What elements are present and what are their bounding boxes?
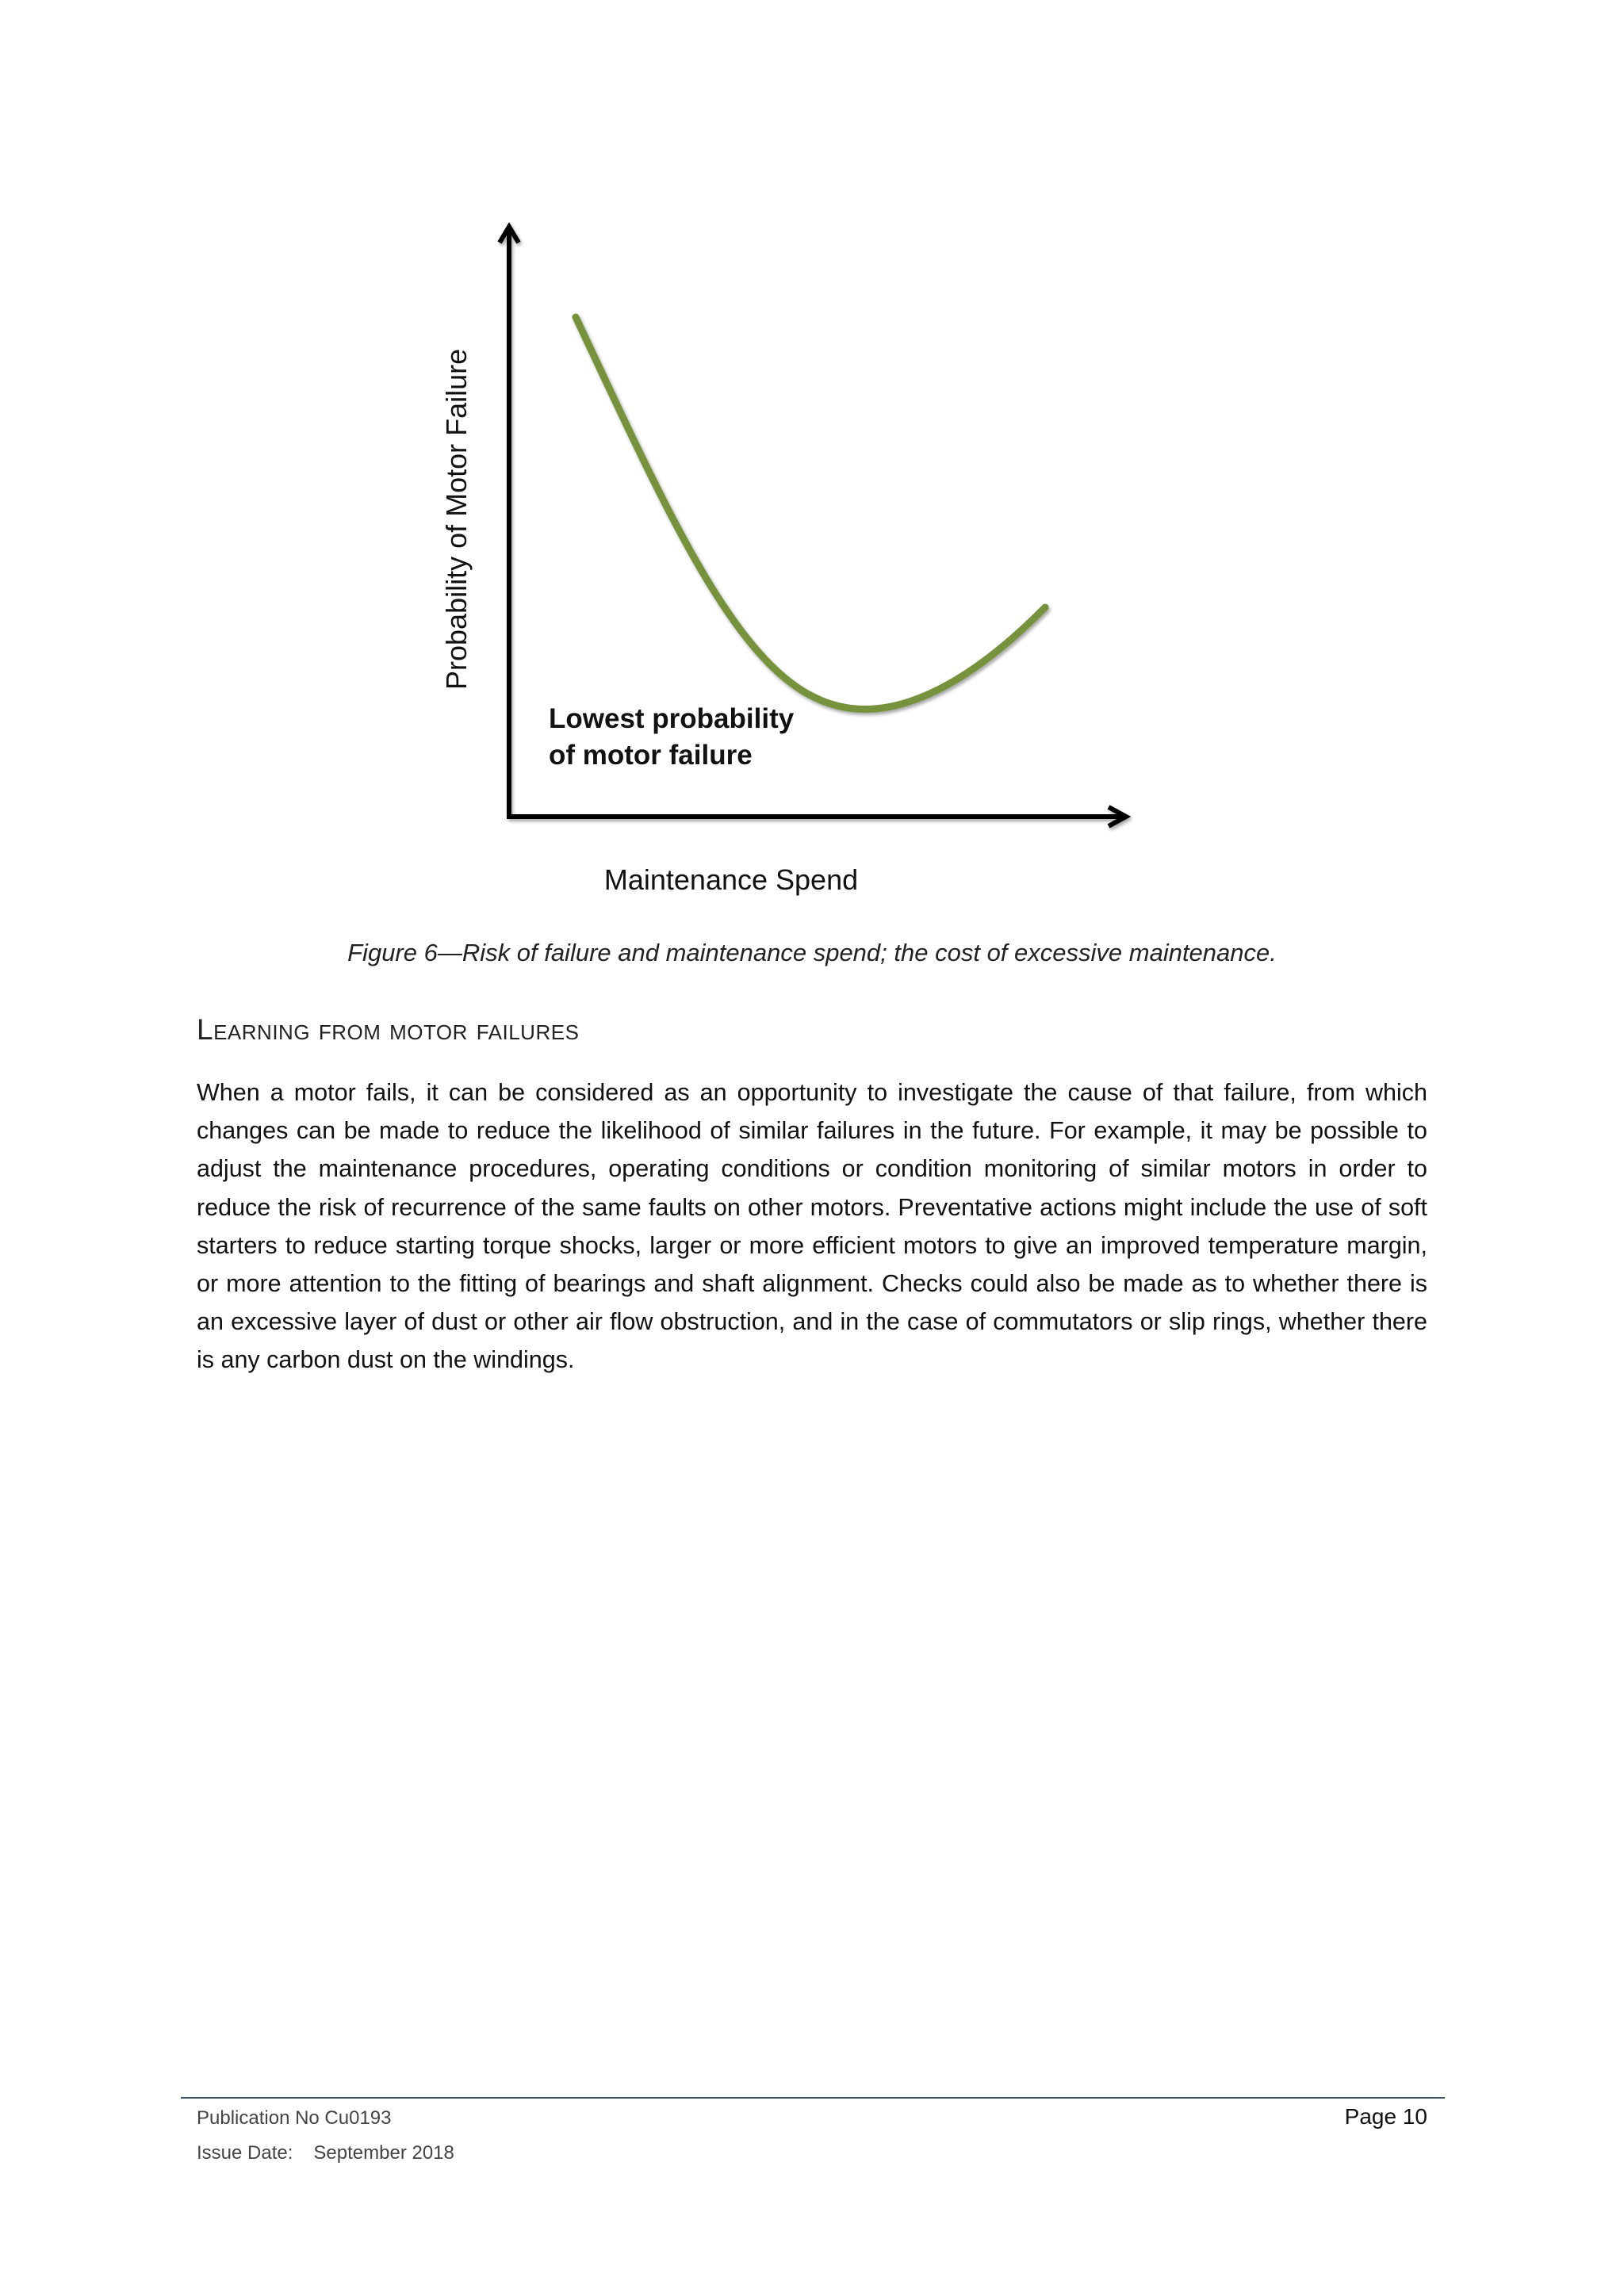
chart <box>0 0 1624 983</box>
annotation-line-1: Lowest probability <box>549 703 795 734</box>
figure-6 <box>0 0 1624 983</box>
footer-divider <box>181 2097 1445 2099</box>
failure-curve <box>576 317 1045 709</box>
page-number: Page 10 <box>1344 2104 1427 2129</box>
x-axis-label: Maintenance Spend <box>603 863 859 896</box>
issue-date-label: Issue Date: <box>197 2142 293 2164</box>
publication-number: Publication No Cu0193 <box>197 2107 392 2129</box>
body-paragraph: When a motor fails, it can be considered as an opportunity to investigate the cause of that failure, from which changes can be made to reduce the likelihood of similar failures in the future. For example, it may be possible to adjust the maintenance procedures, operating conditions or condition monitoring of similar motors in order to reduce the risk of recurrence of the same faults on other motors. Preventative actions might include the use of soft starters to reduce starting torque shocks, larger or more efficient motors to give an improved temperature margin, or more attention to the fitting of bearings and shaft alignment. Checks could also be made as to whether there is an excessive layer of dust or other air flow obstruction, and in the case of commutators or slip rings, whether there is any carbon dust on the windings. <box>197 1079 1427 1374</box>
annotation-line-2: of motor failure <box>549 740 753 771</box>
y-axis-label: Probability of Motor Failure <box>440 348 473 690</box>
section-heading: Learning from motor failures <box>197 1013 580 1046</box>
issue-date-value: September 2018 <box>313 2142 454 2164</box>
figure-caption: Figure 6—Risk of failure and maintenance spend; the cost of excessive maintenance. <box>347 939 1277 966</box>
issue-date <box>197 2142 454 2164</box>
